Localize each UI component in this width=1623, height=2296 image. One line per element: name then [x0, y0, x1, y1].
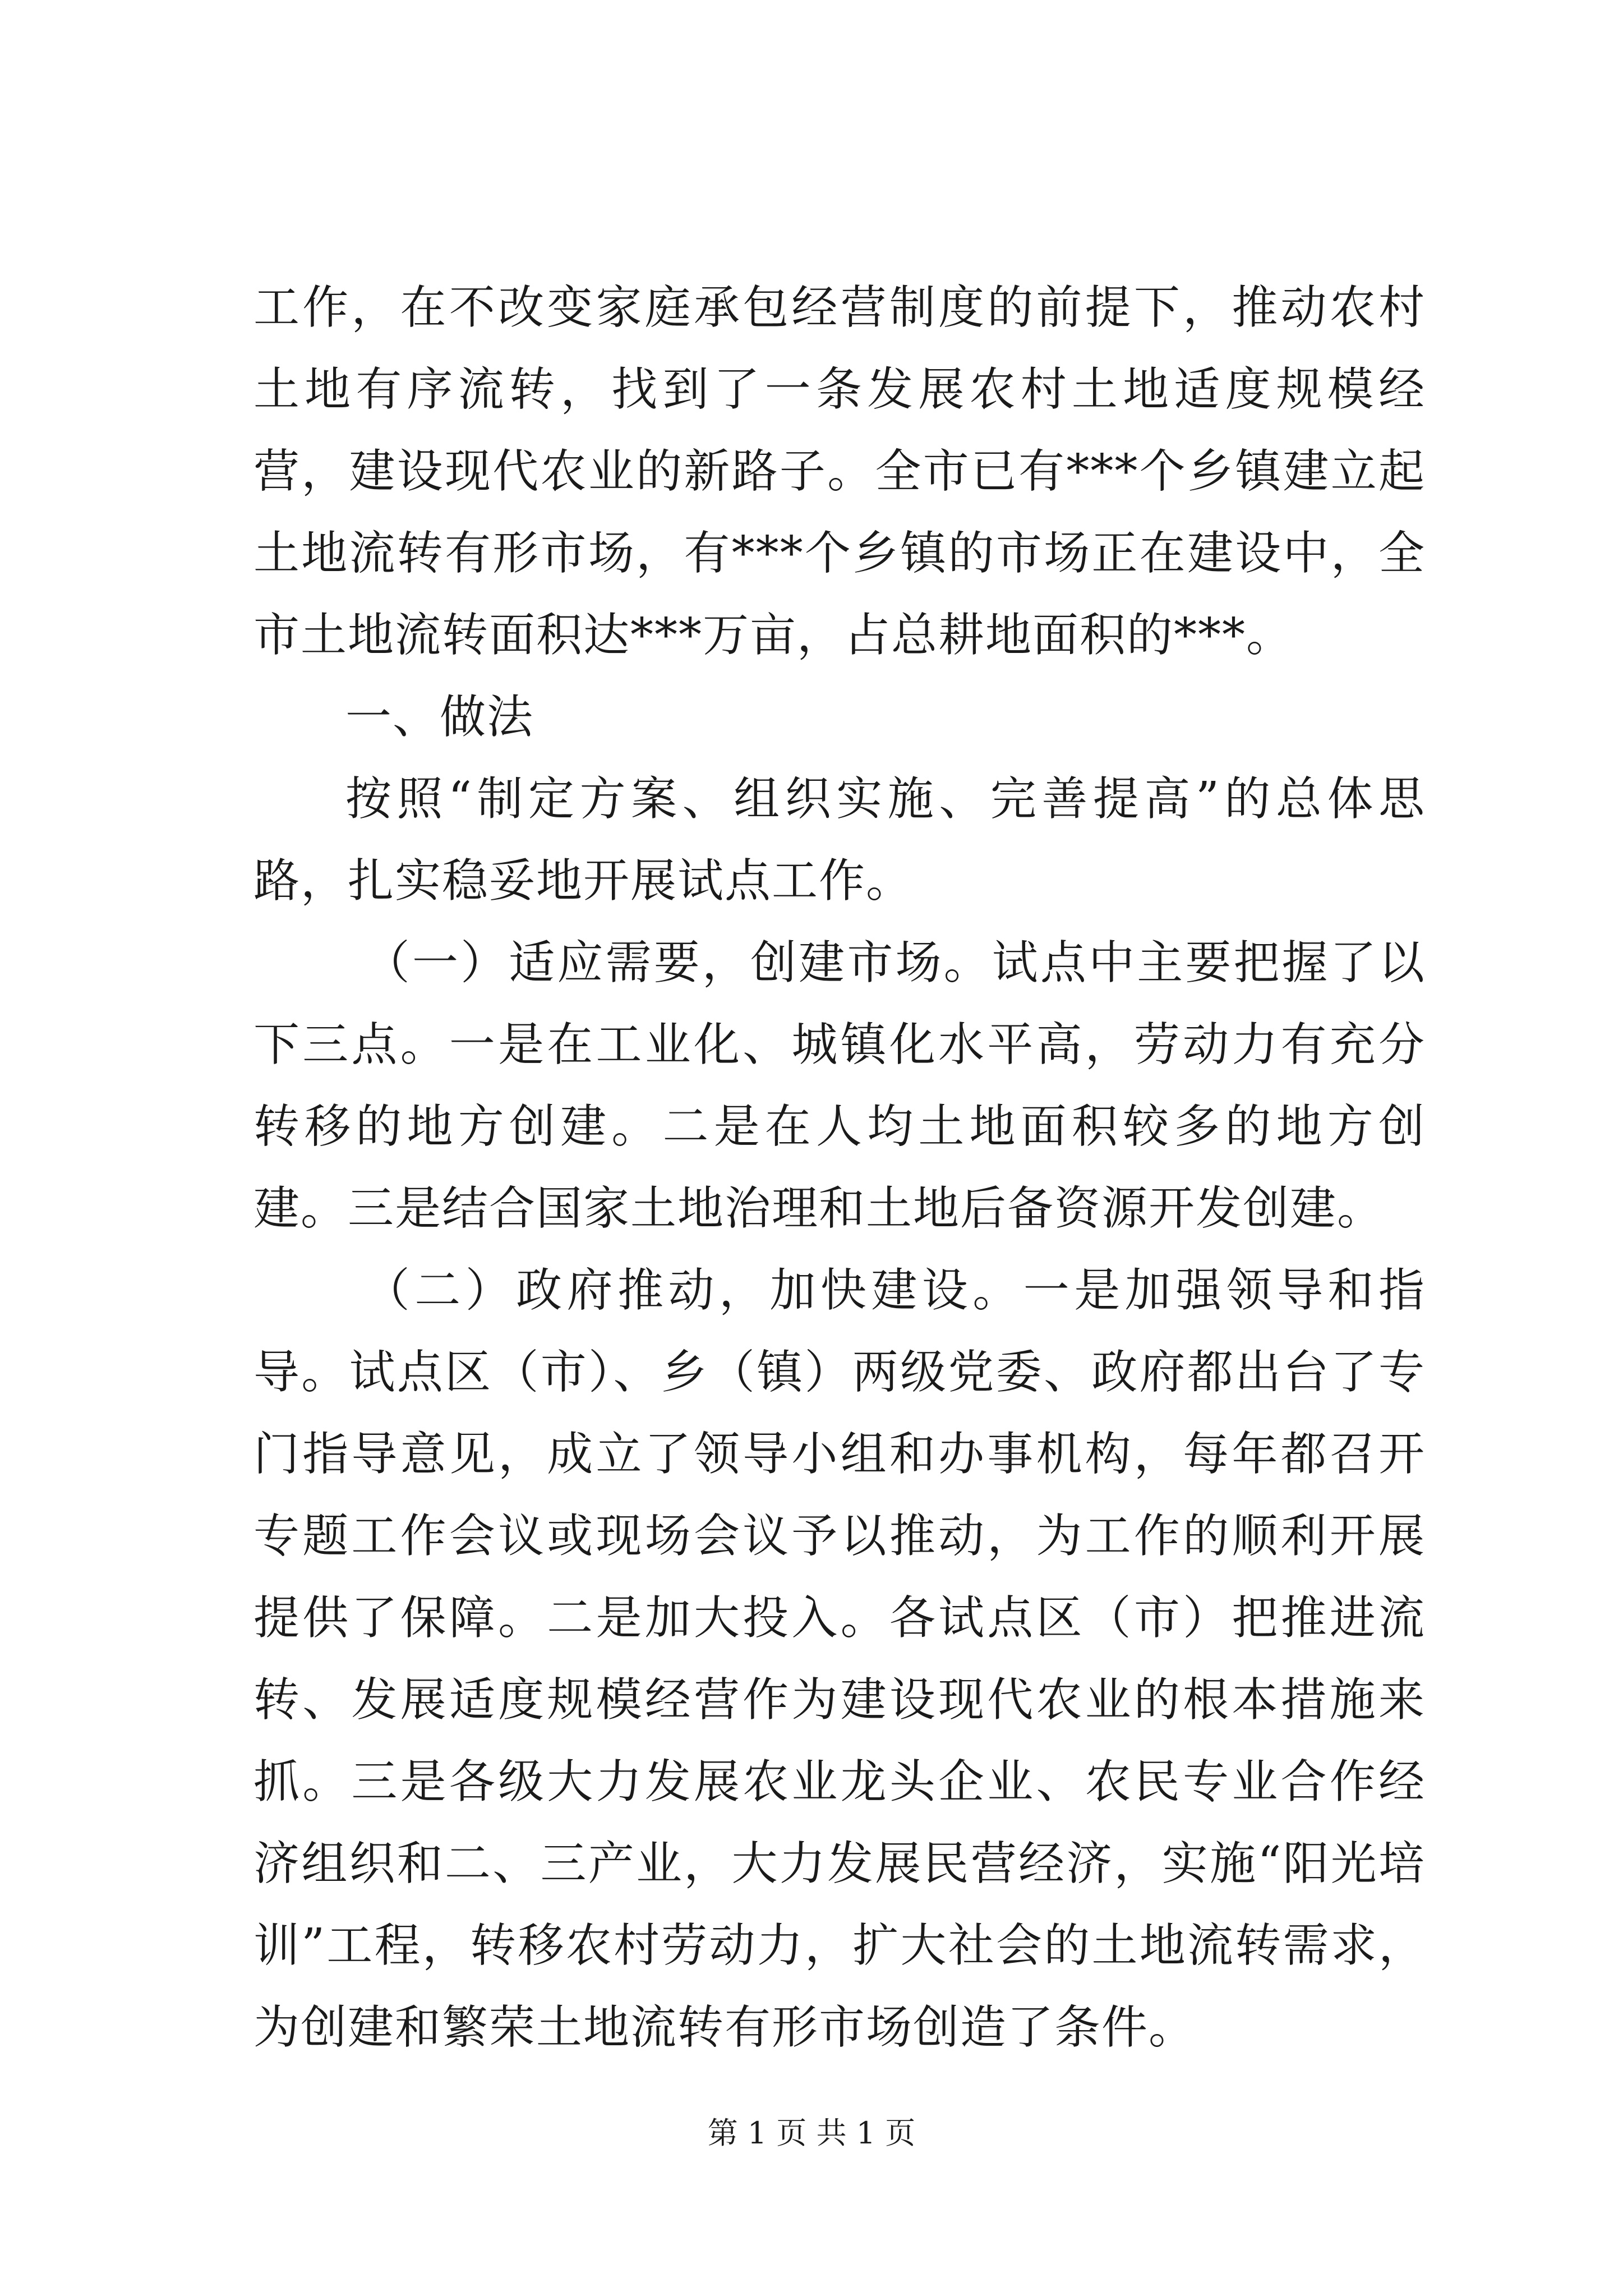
- document-body: [253, 267, 1426, 2069]
- paragraph-point-two: （二）政府推动，加快建设。一是加强领导和指导。试点区（市）、乡（镇）两级党委、政府都出台了专门指导意见，成立了领导小组和办事机构，每年都召开专题工作会议或现场会议予以推动，为工作的顺利开展提供了保障。二是加大投入。各试点区（市）把推进流转、发展适度规模经营作为建设现代农业的根本措施来抓。三是各级大力发展农业龙头企业、农民专业合作经济组织和二、三产业，大力发展民营经济，实施“阳光培训”工程，转移农村劳动力，扩大社会的土地流转需求，为创建和繁荣土地流转有形市场创造了条件。: [253, 1264, 1426, 2054]
- section-heading: 一、做法: [345, 691, 534, 744]
- page-footer: 第 1 页 共 1 页: [707, 2115, 916, 2151]
- paragraph-approach: 按照“制定方案、组织实施、完善提高”的总体思路，扎实稳妥地开展试点工作。: [253, 772, 1426, 908]
- paragraph-point-one: （一）适应需要，创建市场。试点中主要把握了以下三点。一是在工业化、城镇化水平高，劳动力有充分转移的地方创建。二是在人均土地面积较多的地方创建。三是结合国家土地治理和土地后备资源开发创建。: [253, 936, 1426, 1235]
- paragraph-continuation: 工作，在不改变家庭承包经营制度的前提下，推动农村土地有序流转，找到了一条发展农村土地适度规模经营，建设现代农业的新路子。全市已有***个乡镇建立起土地流转有形市场，有***个乡镇的市场正在建设中，全市土地流转面积达***万亩，占总耕地面积的***。: [253, 281, 1426, 662]
